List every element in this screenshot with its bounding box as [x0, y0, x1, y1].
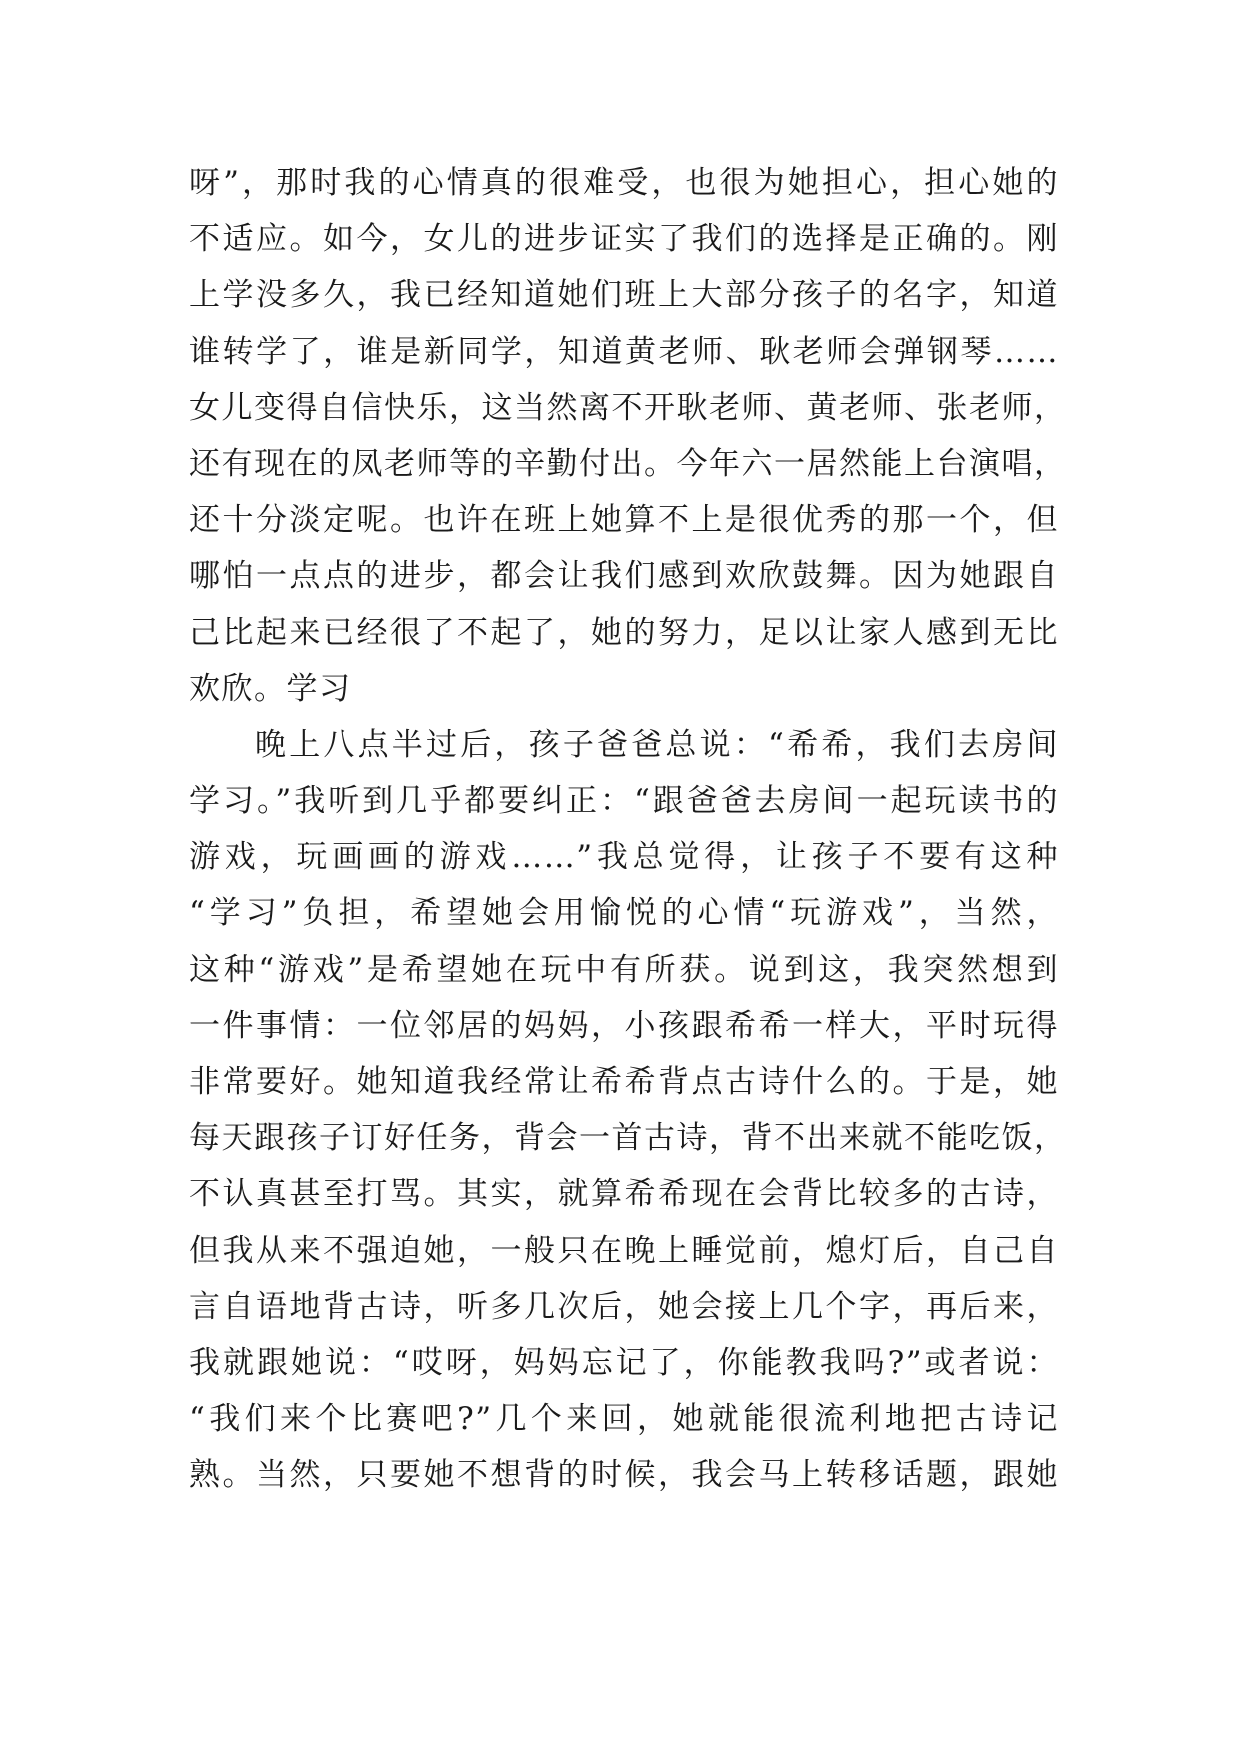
text-line: 哪怕一点点的进步，都会让我们感到欢欣鼓舞。因为她跟自 — [189, 558, 1059, 595]
text-line: 言自语地背古诗，听多几次后，她会接上几个字，再后来， — [189, 1288, 1059, 1325]
text-line: 欢欣。学习 — [189, 670, 352, 707]
text-line: 但我从来不强迫她，一般只在晚上睡觉前，熄灯后，自己自 — [189, 1232, 1059, 1269]
text-line: 呀”，那时我的心情真的很难受，也很为她担心，担心她的 — [189, 165, 1059, 201]
text-line: “学习”负担，希望她会用愉悦的心情“玩游戏”，当然， — [189, 895, 1059, 932]
text-line: 每天跟孩子订好任务，背会一首古诗，背不出来就不能吃饭， — [189, 1120, 1067, 1157]
text-line: 学习。”我听到几乎都要纠正：“跟爸爸去房间一起玩读书的 — [189, 783, 1059, 820]
text-line: 还有现在的凤老师等的辛勤付出。今年六一居然能上台演唱， — [189, 445, 1067, 482]
text-line: 游戏，玩画画的游戏……”我总觉得，让孩子不要有这种 — [189, 839, 1059, 876]
text-line: 非常要好。她知道我经常让希希背点古诗什么的。于是，她 — [189, 1064, 1059, 1100]
text-line: 晚上八点半过后，孩子爸爸总说：“希希，我们去房间 — [255, 726, 1059, 763]
text-line: 谁转学了，谁是新同学，知道黄老师、耿老师会弹钢琴…… — [189, 333, 1059, 370]
text-line: “我们来个比赛吧?”几个来回，她就能很流利地把古诗记 — [189, 1401, 1059, 1438]
text-line: 上学没多久，我已经知道她们班上大部分孩子的名字，知道 — [189, 277, 1059, 314]
text-line: 不认真甚至打骂。其实，就算希希现在会背比较多的古诗， — [189, 1176, 1059, 1213]
body-text — [189, 155, 1067, 1504]
text-line: 不适应。如今，女儿的进步证实了我们的选择是正确的。刚 — [189, 221, 1059, 258]
text-line: 我就跟她说：“哎呀，妈妈忘记了，你能教我吗?”或者说： — [189, 1344, 1059, 1381]
text-line: 己比起来已经很了不起了，她的努力，足以让家人感到无比 — [189, 614, 1059, 651]
text-line: 还十分淡定呢。也许在班上她算不上是很优秀的那一个，但 — [189, 502, 1059, 539]
text-line: 女儿变得自信快乐，这当然离不开耿老师、黄老师、张老师， — [189, 389, 1067, 426]
text-line: 一件事情：一位邻居的妈妈，小孩跟希希一样大，平时玩得 — [189, 1007, 1059, 1044]
text-line: 熟。当然，只要她不想背的时候，我会马上转移话题，跟她 — [189, 1457, 1059, 1494]
text-line: 这种“游戏”是希望她在玩中有所获。说到这，我突然想到 — [189, 951, 1059, 988]
